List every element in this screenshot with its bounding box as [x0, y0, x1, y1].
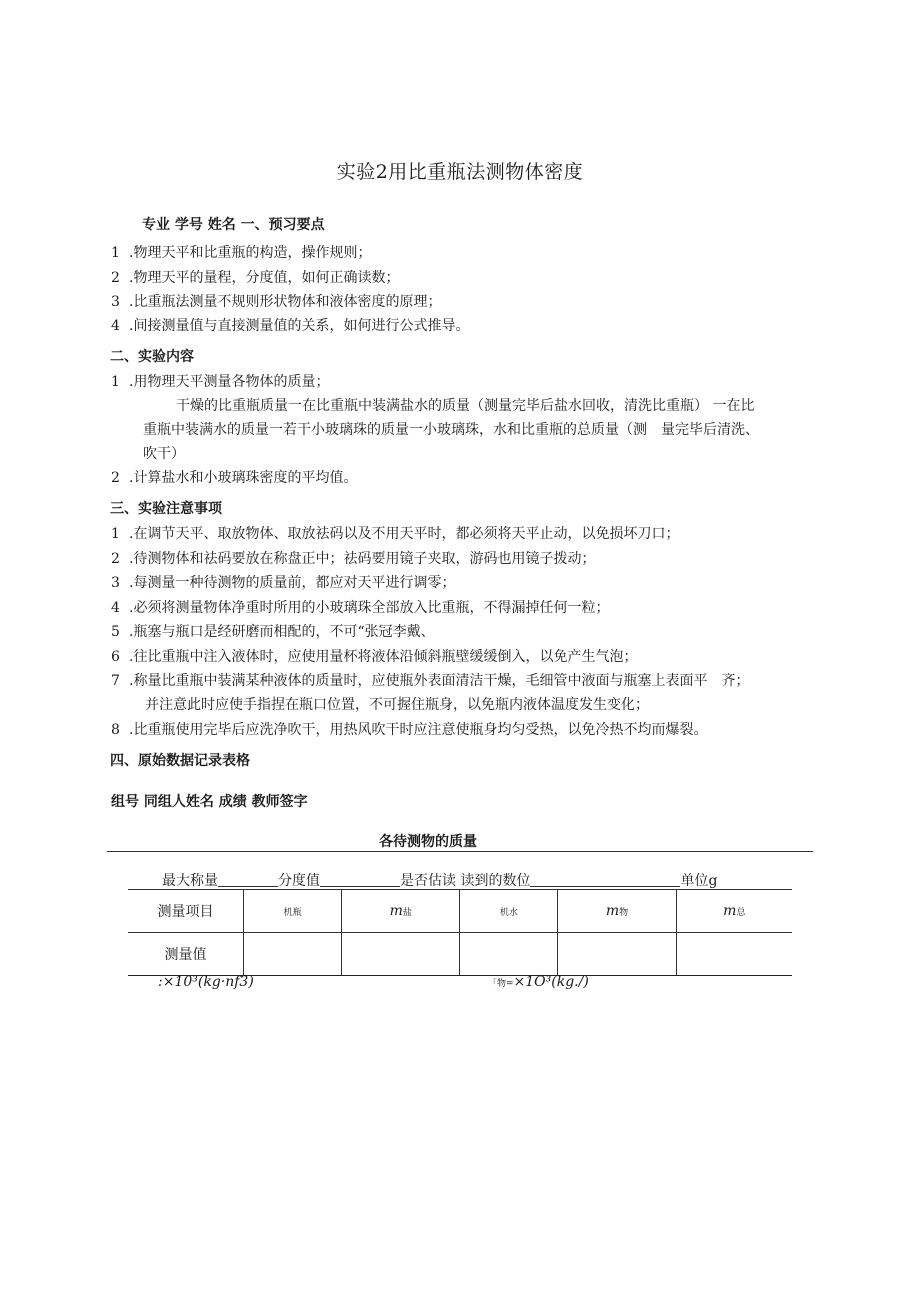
list-item: 6 .往比重瓶中注入液体时，应使用量杯将液体沿倾斜瓶壁缓缓倒入，以免产生气泡； [111, 649, 638, 665]
page-title: 实验2用比重瓶法测物体密度 [336, 161, 584, 183]
section-heading-content: 二、实验内容 [110, 349, 194, 365]
formula-left: :×10³(kg·nf3) [158, 974, 254, 990]
list-item: 1 .物理天平和比重瓶的构造，操作规则； [111, 245, 372, 261]
row-label: 测量项目 [128, 890, 244, 933]
value-cell[interactable] [676, 933, 792, 976]
list-item: 1 .用物理天平测量各物体的质量； [111, 374, 330, 390]
content-paragraph-line: 干燥的比重瓶质量一在比重瓶中装满盐水的质量（测量完毕后盐水回收，清洗比重瓶） 一在比 [176, 398, 755, 414]
read-digit-blank[interactable] [530, 872, 680, 887]
instrument-params: 最大称量 分度值 是否估读 读到的数位 单位g [162, 873, 718, 889]
formula-right: 「物=×1O³(kg./) [488, 974, 589, 990]
list-item: 5 .瓶塞与瓶口是经研磨而相配的，不可“张冠李戴、 [111, 624, 435, 640]
value-cell[interactable] [558, 933, 676, 976]
table-row [128, 933, 792, 976]
value-cell[interactable] [460, 933, 558, 976]
section-heading-notes: 三、实验注意事项 [110, 501, 222, 517]
list-item: 3 .每测量一种待测物的质量前，都应对天平进行调零； [111, 575, 456, 591]
content-paragraph-line: 吹干） [143, 446, 185, 462]
list-item: 2 .计算盐水和小玻璃珠密度的平均值。 [111, 470, 358, 486]
table-row [128, 890, 792, 933]
divider [107, 851, 813, 852]
list-item-continuation: 并注意此时应使手指捏在瓶口位置，不可握住瓶身，以免瓶内液体温度发生变化； [145, 697, 649, 713]
content-paragraph-line: 重瓶中装满水的质量一若干小玻璃珠的质量一小玻璃珠，水和比重瓶的总质量（测 量完毕后清洗、 [143, 422, 759, 438]
value-cell[interactable] [244, 933, 342, 976]
row-label: 测量值 [128, 933, 244, 976]
list-item: 3 .比重瓶法测量不规则形状物体和液体密度的原理； [111, 294, 442, 310]
mass-table [128, 889, 792, 976]
header-cell: 机水 [460, 890, 558, 933]
max-capacity-blank[interactable] [218, 872, 278, 887]
table-title: 各待测物的质量 [379, 834, 477, 850]
list-item: 4 .间接测量值与直接测量值的关系，如何进行公式推导。 [111, 318, 470, 334]
info-line: 专业 学号 姓名 一、预习要点 [142, 217, 325, 233]
value-cell[interactable] [342, 933, 460, 976]
header-cell: 机瓶 [244, 890, 342, 933]
list-item: 7 .称量比重瓶中装满某种液体的质量时，应使瓶外表面清洁干燥，毛细管中液面与瓶塞上表面平 齐； [111, 673, 750, 689]
division-value-blank[interactable] [320, 872, 400, 887]
header-cell: m物 [558, 890, 676, 933]
list-item: 4 .必须将测量物体净重时所用的小玻璃珠全部放入比重瓶，不得漏掉任何一粒； [111, 600, 610, 616]
header-cell: m盐 [342, 890, 460, 933]
section-heading-data: 四、原始数据记录表格 [110, 753, 250, 769]
group-info-line: 组号 同组人姓名 成绩 教师签字 [111, 794, 308, 810]
list-item: 1 .在调节天平、取放物体、取放祛码以及不用天平时，都必须将天平止动，以免损坏刀口； [111, 526, 680, 542]
list-item: 2 .物理天平的量程，分度值，如何正确读数； [111, 270, 400, 286]
header-cell: m总 [676, 890, 792, 933]
list-item: 2 .待测物体和祛码要放在称盘正中；祛码要用镜子夹取，游码也用镜子拨动； [111, 551, 596, 567]
list-item: 8 .比重瓶使用完毕后应洗净吹干，用热风吹干时应注意使瓶身均匀受热，以免冷热不均而爆裂。 [111, 722, 708, 738]
